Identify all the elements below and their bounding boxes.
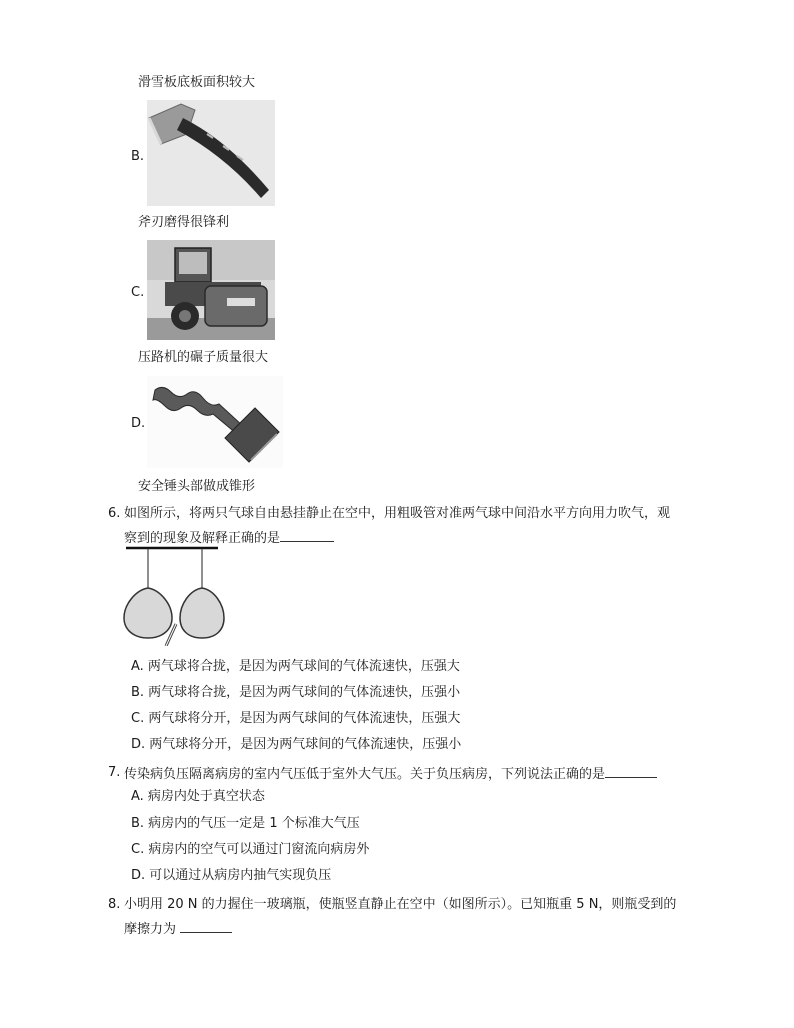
option-c-letter: C. bbox=[131, 285, 145, 300]
q6-stem-text: 察到的现象及解释正确的是 bbox=[124, 531, 281, 546]
axe-photo bbox=[147, 100, 275, 206]
q7-answer-blank bbox=[605, 764, 657, 778]
q7-option-c: C. 病房内的空气可以通过门窗流向病房外 bbox=[131, 842, 370, 857]
q6-option-d: D. 两气球将分开，是因为两气球间的气体流速快，压强小 bbox=[131, 737, 462, 752]
q6-stem-line2 bbox=[124, 528, 334, 548]
option-b-caption: 斧刃磨得很锋利 bbox=[138, 215, 230, 230]
option-c-caption: 压路机的碾子质量很大 bbox=[138, 350, 269, 365]
q7-option-d: D. 可以通过从病房内抽气实现负压 bbox=[131, 868, 332, 883]
q6-option-b: B. 两气球将合拢，是因为两气球间的气体流速快，压强小 bbox=[131, 685, 461, 700]
q6-answer-blank bbox=[280, 528, 334, 542]
q8-stem-line2 bbox=[124, 919, 232, 939]
q7-option-b: B. 病房内的气压一定是 1 个标准大气压 bbox=[131, 816, 360, 831]
q7-number: 7. bbox=[108, 765, 121, 780]
safety-hammer-photo bbox=[147, 376, 283, 468]
option-a-caption: 滑雪板底板面积较大 bbox=[138, 75, 256, 90]
q6-stem-line1: 如图所示，将两只气球自由悬挂静止在空中，用粗吸管对准两气球中间沿水平方向用力吹气，观 bbox=[124, 506, 671, 521]
q8-stem-line1: 小明用 20 N 的力握住一玻璃瓶，使瓶竖直静止在空中（如图所示）。已知瓶重 5 N，则瓶受到的 bbox=[124, 897, 677, 912]
q7-stem-text: 传染病负压隔离病房的室内气压低于室外大气压。关于负压病房，下列说法正确的是 bbox=[124, 767, 606, 782]
q7-stem bbox=[124, 764, 657, 784]
q7-option-a: A. 病房内处于真空状态 bbox=[131, 789, 265, 804]
road-roller-photo bbox=[147, 240, 275, 340]
q6-number: 6. bbox=[108, 506, 121, 521]
option-b-letter: B. bbox=[131, 149, 145, 164]
q8-number: 8. bbox=[108, 897, 121, 912]
option-d-letter: D. bbox=[131, 416, 146, 431]
q8-stem-text: 摩擦力为 bbox=[124, 922, 177, 937]
q6-option-c: C. 两气球将分开，是因为两气球间的气体流速快，压强大 bbox=[131, 711, 461, 726]
balloons-figure bbox=[118, 546, 228, 646]
q6-option-a: A. 两气球将合拢，是因为两气球间的气体流速快，压强大 bbox=[131, 659, 460, 674]
q8-answer-blank bbox=[180, 919, 232, 933]
option-d-caption: 安全锤头部做成锥形 bbox=[138, 479, 256, 494]
